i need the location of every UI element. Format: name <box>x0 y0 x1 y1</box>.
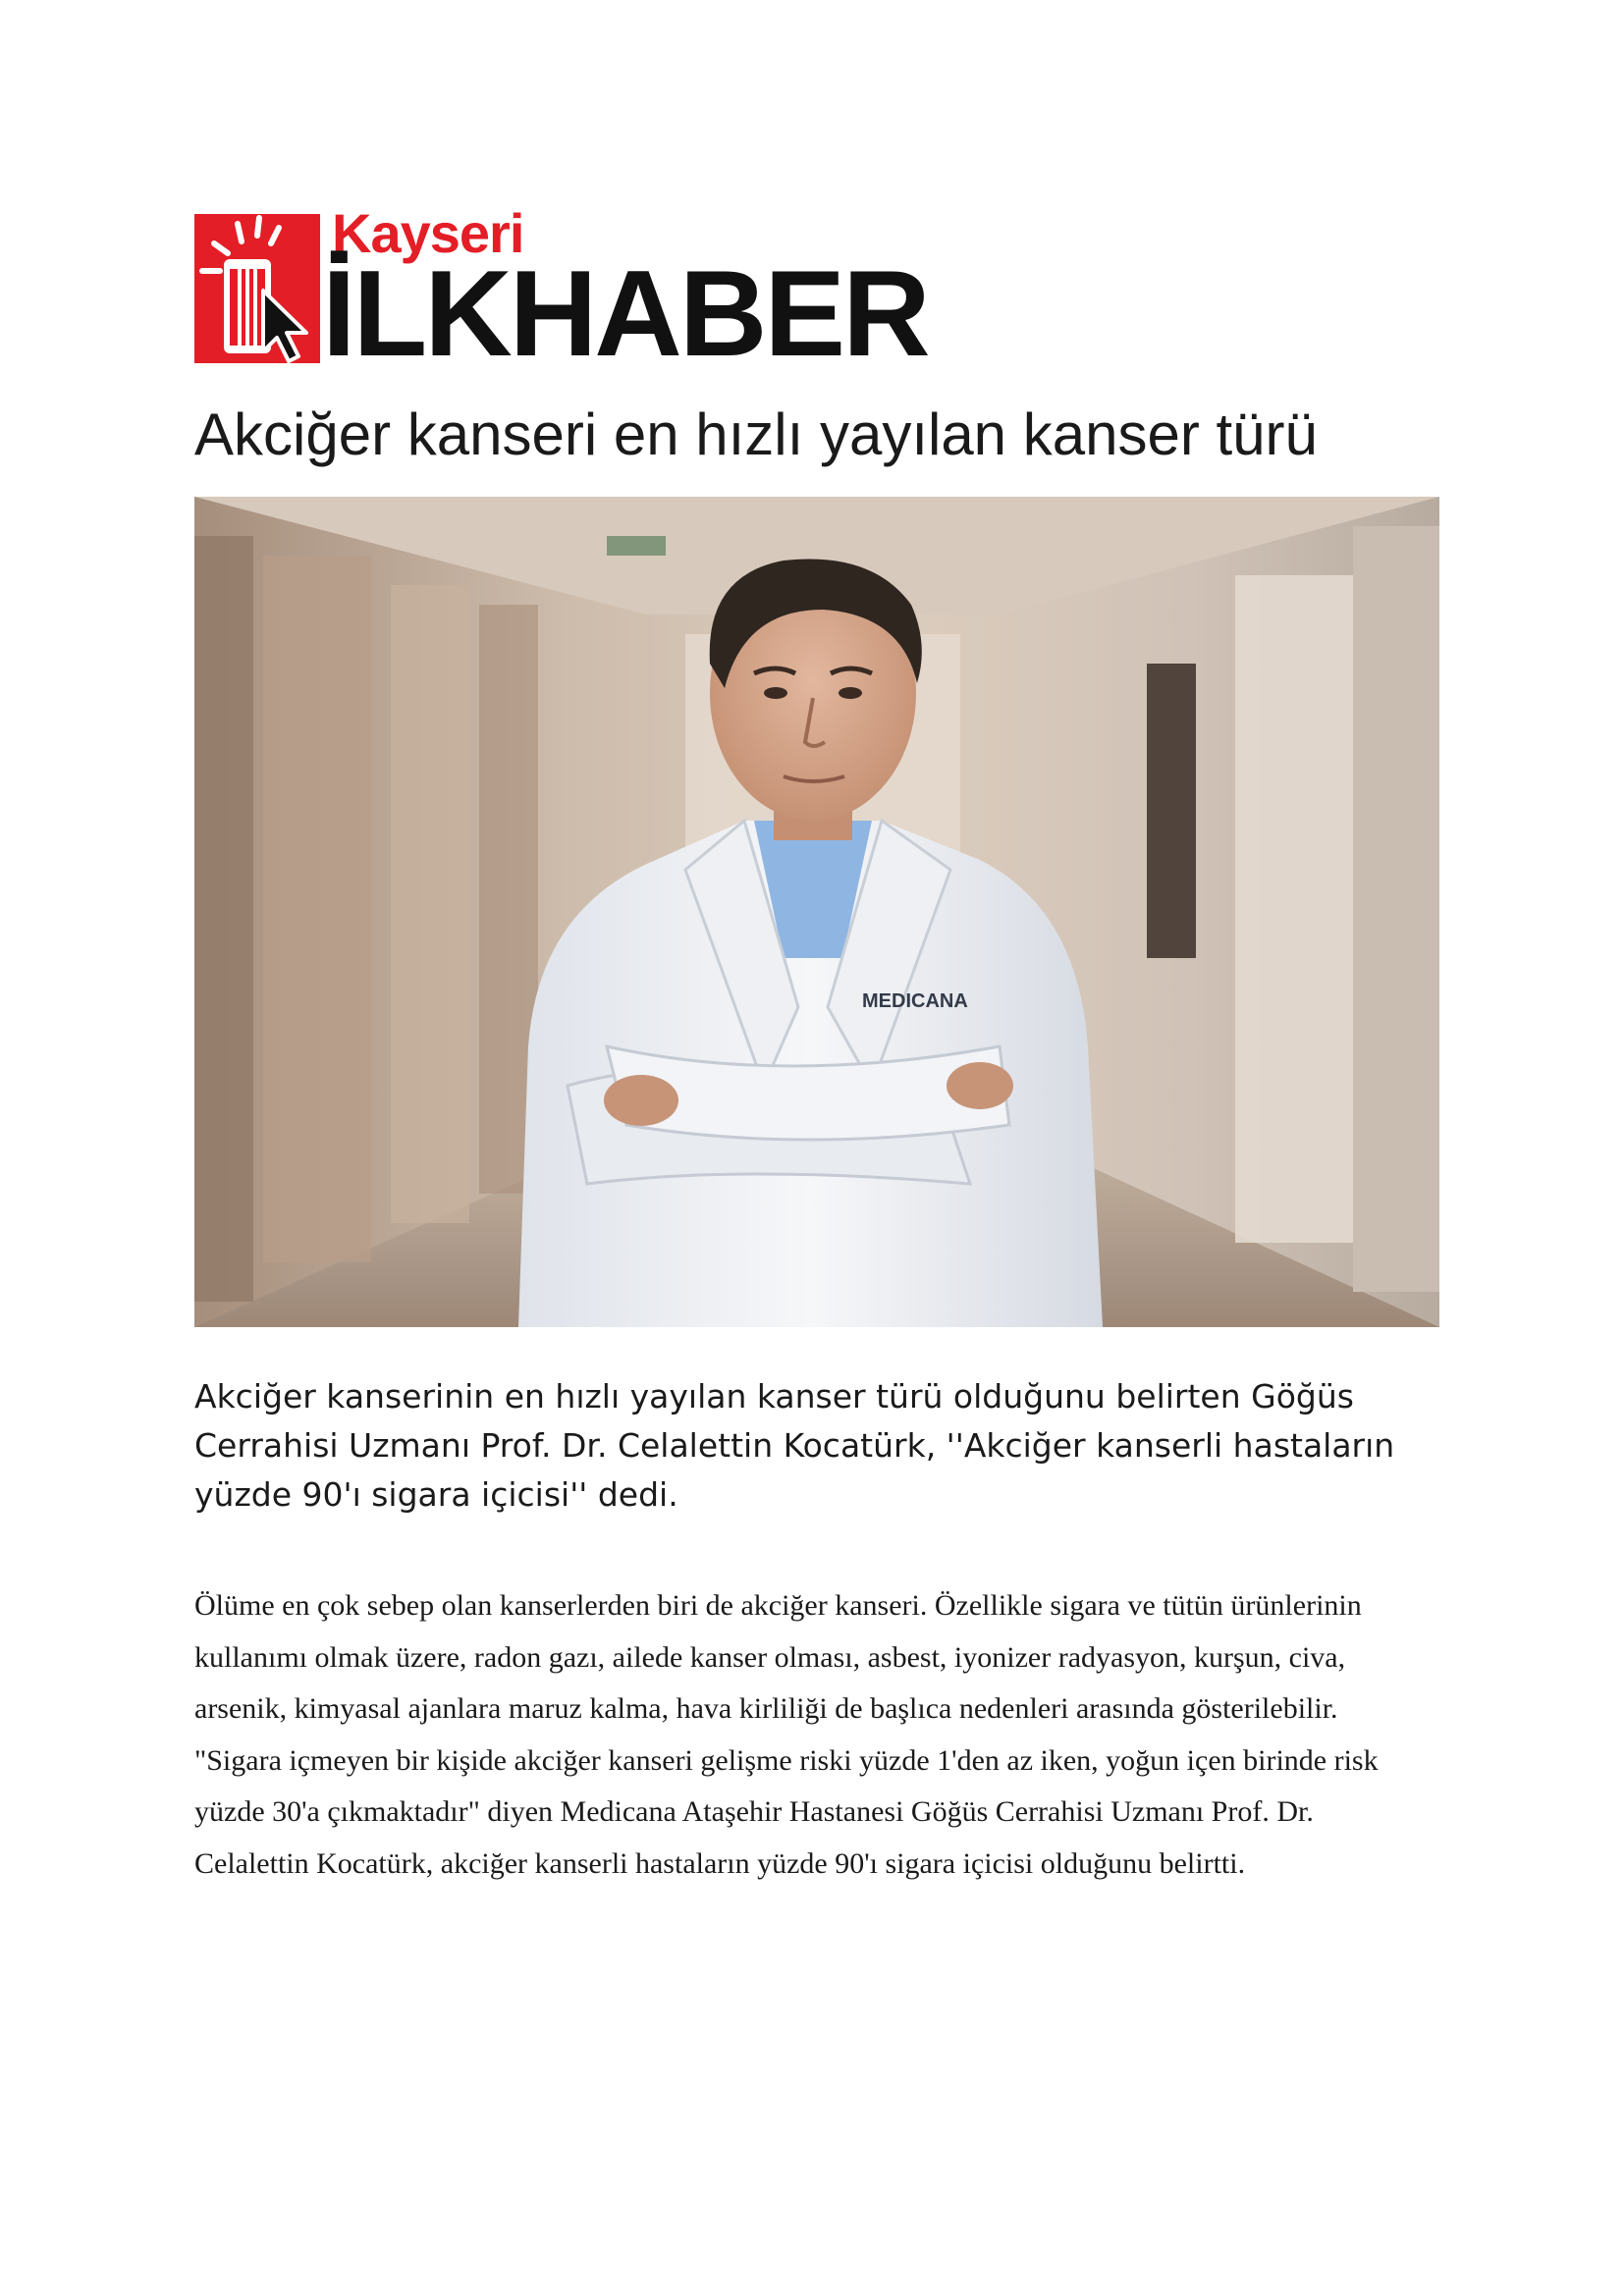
article-headline: Akciğer kanseri en hızlı yayılan kanser türü <box>194 401 1318 467</box>
article-photo <box>194 497 1439 1327</box>
logo-top-word: Kayseri <box>332 202 524 264</box>
site-logo[interactable] <box>194 202 941 382</box>
article-body: Ölüme en çok sebep olan kanserlerden biri de akciğer kanseri. Özellikle sigara ve tütün ürünlerinin kullanımı olmak üzere, radon gazı, ailede kanser olması, asbest, iyonizer radyasyon, kurşun, civa, arsenik, kimyasal ajanlara maruz kalma, hava kirliliği de başlıca nedenleri arasında gösterilebilir. "Sigara içmeyen bir kişide akciğer kanseri gelişme riski yüzde 1'den az iken, yoğun içen birinde risk yüzde 30'a çıkmaktadır" diyen Medicana Ataşehir Hastanesi Göğüs Cerrahisi Uzmanı Prof. Dr. Celalettin Kocatürk, akciğer kanserli hastaların yüzde 90'ı sigara içicisi olduğunu belirtti. <box>194 1589 1379 1880</box>
coat-label: MEDICANA <box>862 990 968 1012</box>
newspaper-cursor-icon <box>194 214 320 363</box>
logo-main-word: İLKHABER <box>322 246 928 382</box>
article-lead: Akciğer kanserinin en hızlı yayılan kanser türü olduğunu belirten Göğüs Cerrahisi Uzmanı Prof. Dr. Celalettin Kocatürk, ''Akciğer kanserli hastaların yüzde 90'ı sigara içicisi'' dedi. <box>194 1377 1395 1514</box>
